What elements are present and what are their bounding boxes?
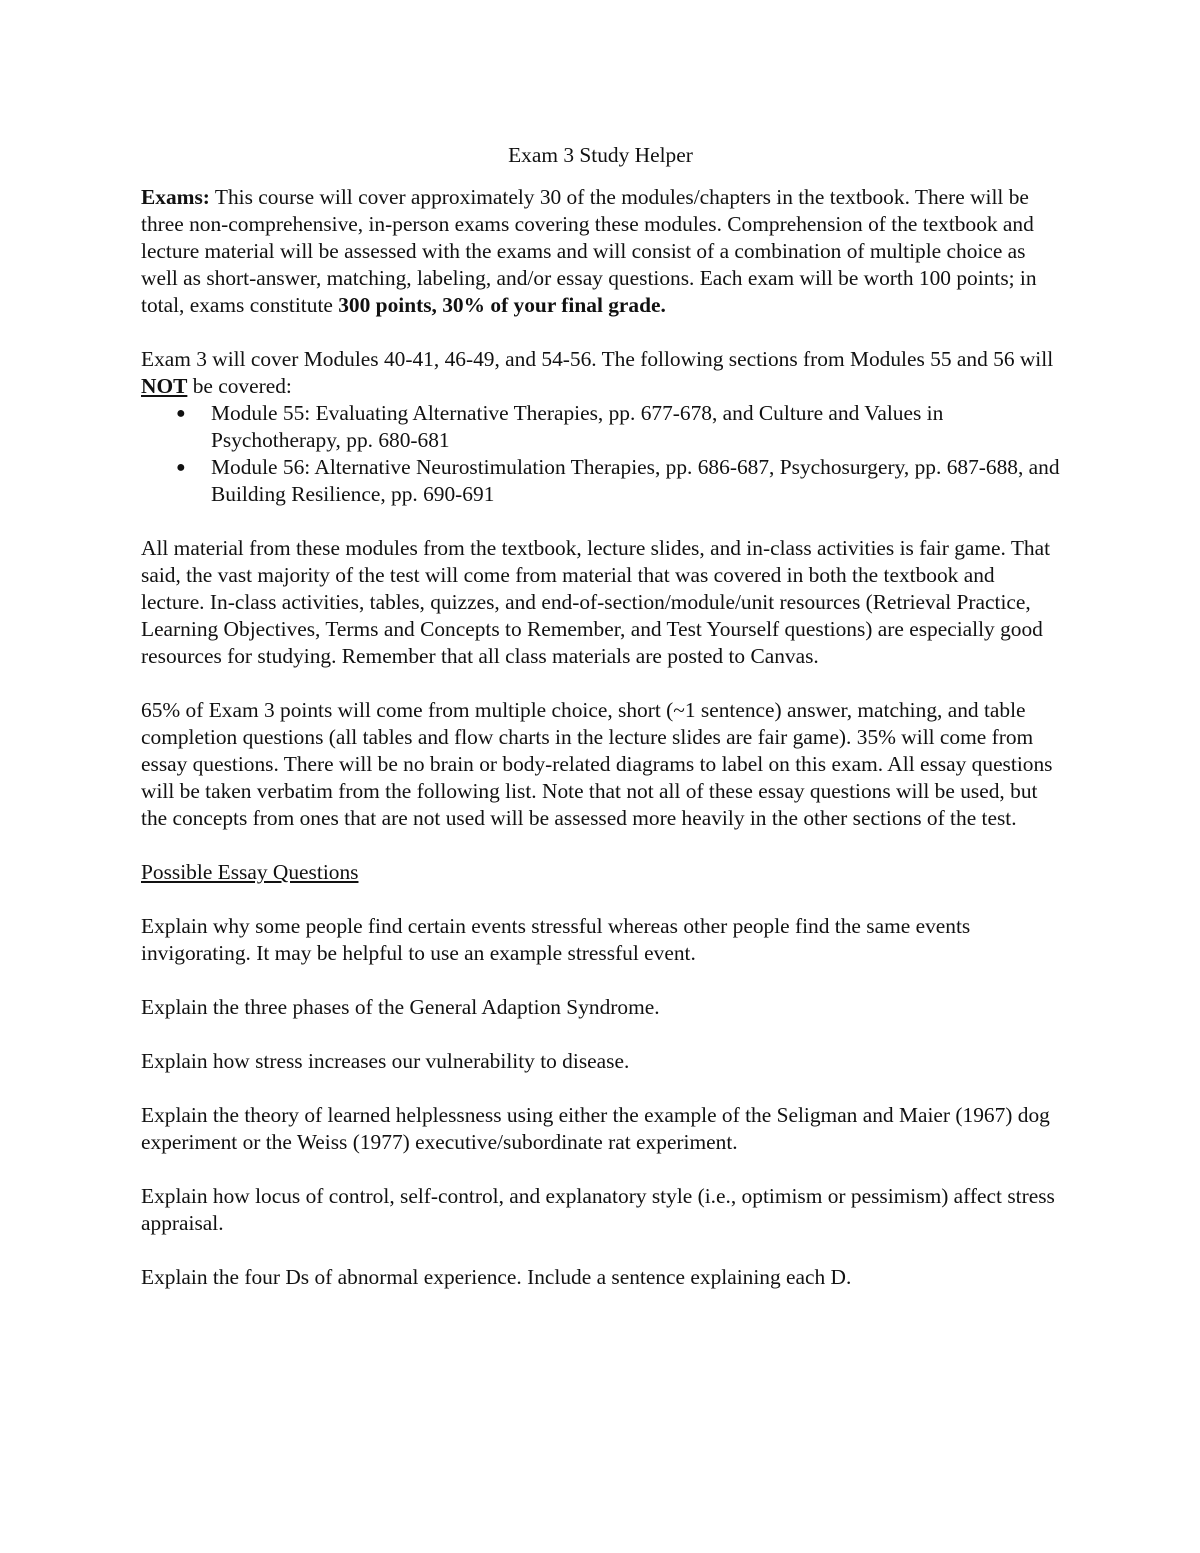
- bullet-icon: ●: [176, 405, 186, 422]
- list-item: [141, 454, 1060, 508]
- essay-question: Explain the three phases of the General Adaption Syndrome.: [141, 995, 660, 1019]
- exams-text: This course will cover approximately 30 of the modules/chapters in the textbook. There will be three non-comprehensive, in-person exams covering these modules. Comprehension of the textbook and lecture material will be assessed with the exams and will consist of a combination of multiple choice as well as short-answer, matching, labeling, and/or essay questions. Each exam will be worth 100 points; in total, exams constitute: [141, 185, 1037, 317]
- essay-question: Explain the theory of learned helplessness using either the example of the Seligman and Maier (1967) dog experiment or the Weiss (1977) executive/subordinate rat experiment.: [141, 1103, 1050, 1154]
- list-item: [141, 400, 1060, 454]
- document-title: Exam 3 Study Helper: [508, 143, 693, 167]
- coverage-paragraph: [141, 346, 1060, 400]
- essay-questions-heading: Possible Essay Questions: [141, 860, 359, 884]
- coverage-text-after: be covered:: [187, 374, 292, 398]
- exams-label: Exams:: [141, 185, 210, 209]
- coverage-text-before: Exam 3 will cover Modules 40-41, 46-49, and 54-56. The following sections from Modules 55 and 56 will: [141, 347, 1054, 371]
- excluded-section-text: Module 56: Alternative Neurostimulation Therapies, pp. 686-687, Psychosurgery, pp. 687-688, and Building Resilience, pp. 690-691: [211, 455, 1060, 506]
- essay-question: Explain the four Ds of abnormal experience. Include a sentence explaining each D.: [141, 1265, 852, 1289]
- essay-question: Explain why some people find certain events stressful whereas other people find the same events invigorating. It may be helpful to use an example stressful event.: [141, 914, 971, 965]
- excluded-sections-list: [141, 400, 1060, 508]
- material-paragraph: All material from these modules from the textbook, lecture slides, and in-class activities is fair game. That said, the vast majority of the test will come from material that was covered in both the textbook and lecture. In-class activities, tables, quizzes, and end-of-section/module/unit resources (Retrieval Practice, Learning Objectives, Terms and Concepts to Remember, and Test Yourself questions) are especially good resources for studying. Remember that all class materials are posted to Canvas.: [141, 536, 1051, 668]
- exams-paragraph: [141, 184, 1060, 319]
- bullet-icon: ●: [176, 459, 186, 476]
- exams-grade-weight: 300 points, 30% of your final grade.: [338, 293, 666, 317]
- excluded-section-text: Module 55: Evaluating Alternative Therapies, pp. 677-678, and Culture and Values in Psychotherapy, pp. 680-681: [211, 401, 944, 452]
- essay-question: Explain how locus of control, self-control, and explanatory style (i.e., optimism or pessimism) affect stress appraisal.: [141, 1184, 1055, 1235]
- essay-question: Explain how stress increases our vulnerability to disease.: [141, 1049, 630, 1073]
- points-paragraph: 65% of Exam 3 points will come from multiple choice, short (~1 sentence) answer, matching, and table completion questions (all tables and flow charts in the lecture slides are fair game). 35% will come from essay questions. There will be no brain or body-related diagrams to label on this exam. All essay questions will be taken verbatim from the following list. Note that not all of these essay questions will be used, but the concepts from ones that are not used will be assessed more heavily in the other sections of the test.: [141, 698, 1053, 830]
- coverage-not-word: NOT: [141, 374, 188, 398]
